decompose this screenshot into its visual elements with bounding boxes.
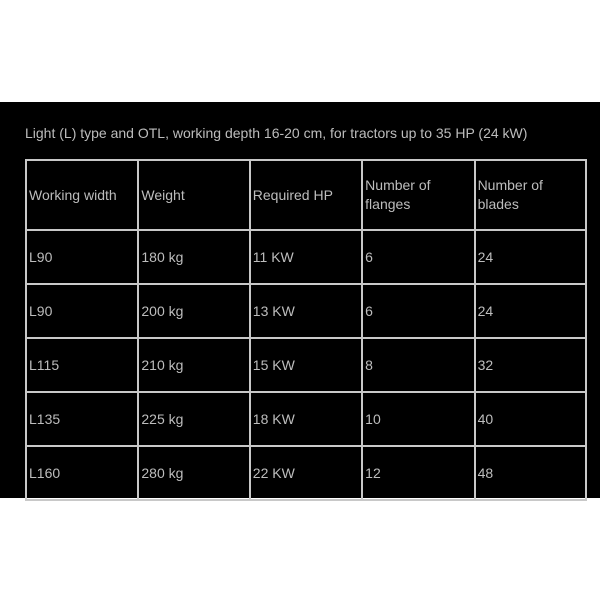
table-row: [26, 284, 586, 338]
cell-weight: 280 kg: [138, 446, 249, 500]
cell-flanges: 12: [362, 446, 474, 500]
cell-weight: 225 kg: [138, 392, 249, 446]
cell-required-hp: 22 KW: [250, 446, 362, 500]
header-text: Required HP: [252, 186, 333, 203]
header-number-of-flanges: [362, 160, 474, 230]
header-required-hp: [250, 160, 362, 230]
cell-weight: 200 kg: [138, 284, 249, 338]
table-header-row: [26, 160, 586, 230]
header-text-line2: flanges: [365, 196, 411, 212]
header-working-width: [26, 160, 138, 230]
cell-flanges: 6: [362, 230, 474, 284]
cell-blades: 24: [475, 284, 586, 338]
cell-working-width: L115: [26, 338, 138, 392]
header-text-line1: Number of: [365, 177, 431, 193]
cell-flanges: 10: [362, 392, 474, 446]
header-text: Weight: [141, 186, 185, 203]
cell-required-hp: 13 KW: [250, 284, 362, 338]
table-row: [26, 446, 586, 500]
header-text: Working width: [29, 186, 117, 203]
header-text-line1: Number of: [477, 177, 543, 193]
cell-flanges: 8: [362, 338, 474, 392]
cell-required-hp: 18 KW: [250, 392, 362, 446]
cell-weight: 180 kg: [138, 230, 249, 284]
header-text-line2: blades: [477, 196, 519, 212]
table-row: [26, 392, 586, 446]
cell-working-width: L90: [26, 230, 138, 284]
cell-weight: 210 kg: [138, 338, 249, 392]
specs-table: [25, 159, 587, 501]
header-weight: [138, 160, 249, 230]
cell-working-width: L90: [26, 284, 138, 338]
cell-flanges: 6: [362, 284, 474, 338]
table-row: [26, 338, 586, 392]
cell-blades: 32: [475, 338, 586, 392]
cell-working-width: L160: [26, 446, 138, 500]
table-row: [26, 230, 586, 284]
table-caption: Light (L) type and OTL, working depth 16-20 cm, for tractors up to 35 HP (24 kW): [25, 125, 528, 141]
header-number-of-blades: [475, 160, 586, 230]
cell-blades: 24: [475, 230, 586, 284]
cell-required-hp: 15 KW: [250, 338, 362, 392]
cell-required-hp: 11 KW: [250, 230, 362, 284]
cell-working-width: L135: [26, 392, 138, 446]
cell-blades: 40: [475, 392, 586, 446]
cell-blades: 48: [475, 446, 586, 500]
